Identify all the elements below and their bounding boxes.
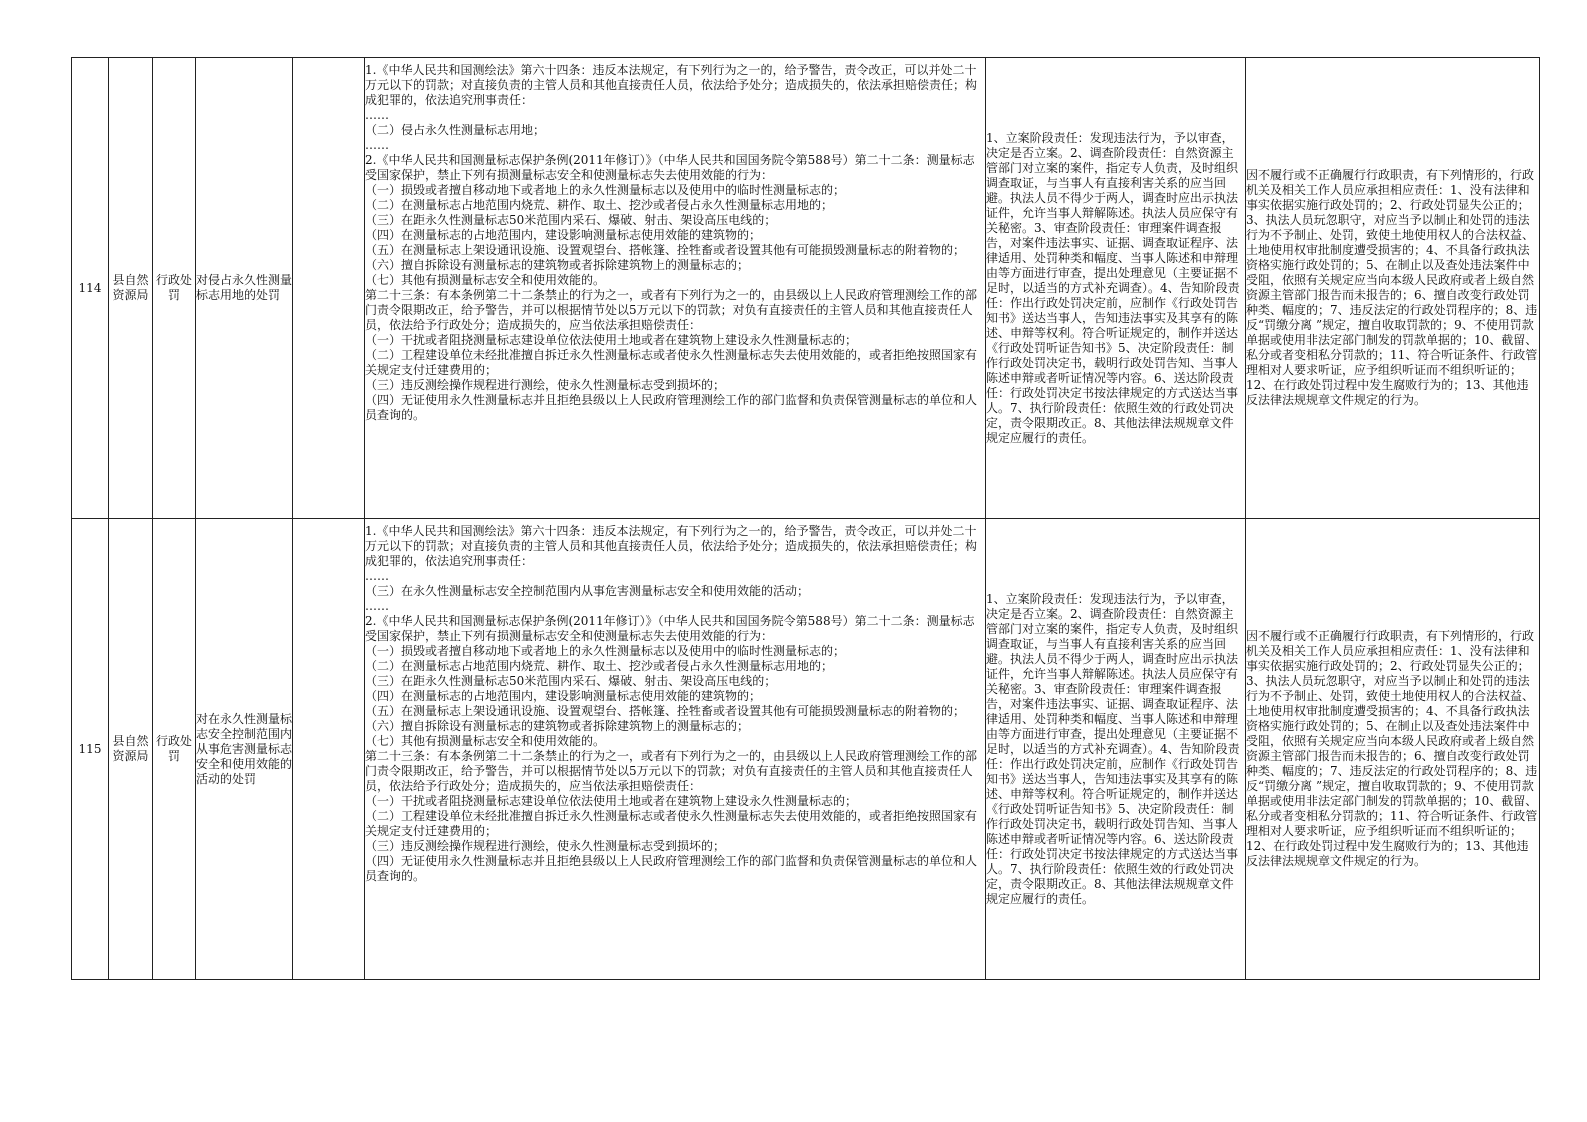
basis-line: （七）其他有损测量标志安全和使用效能的。 (365, 273, 606, 287)
basis-line: （三）违反测绘操作规程进行测绘，使永久性测量标志受到损坏的； (365, 839, 726, 853)
legal-basis-text (365, 63, 985, 513)
basis-line: 第二十三条：有本条例第二十二条禁止的行为之一，或者有下列行为之一的，由县级以上人民政府管理测绘工作的部门责令限期改正，给予警告，并可以根据情节处以5万元以下的罚款；对负有直接责任的主管人员和其他直接责任人员，依法给予行政处分；造成损失的，应当依法承担赔偿责任： (365, 288, 978, 332)
basis-line: （五）在测量标志上架设通讯设施、设置观望台、搭帐篷、拴牲畜或者设置其他有可能损毁测量标志的附着物的； (365, 243, 966, 257)
basis-line: （六）擅自拆除设有测量标志的建筑物或者拆除建筑物上的测量标志的； (365, 719, 750, 733)
basis-line: （三）违反测绘操作规程进行测绘，使永久性测量标志受到损坏的； (365, 378, 726, 392)
item-name-cell: 对侵占永久性测量标志用地的处罚 (196, 58, 293, 519)
basis-line: （一）损毁或者擅自移动地下或者地上的永久性测量标志以及使用中的临时性测量标志的； (365, 183, 846, 197)
power-type-cell: 行政处罚 (153, 58, 196, 519)
basis-line: （三）在距永久性测量标志50米范围内采石、爆破、射击、架设高压电线的； (365, 213, 777, 227)
basis-line: （三）在永久性测量标志安全控制范围内从事危害测量标志安全和使用效能的活动； (365, 584, 810, 598)
basis-line: （一）干扰或者阻挠测量标志建设单位依法使用土地或者在建筑物上建设永久性测量标志的； (365, 794, 858, 808)
basis-line: …… (365, 108, 389, 122)
table-row (72, 519, 1540, 980)
subitem-cell (293, 519, 365, 980)
legal-basis-cell (365, 519, 986, 980)
item-name-cell: 对在永久性测量标志安全控制范围内从事危害测量标志安全和使用效能的活动的处罚 (196, 519, 293, 980)
table-row (72, 58, 1540, 519)
basis-line: （六）擅自拆除设有测量标志的建筑物或者拆除建筑物上的测量标志的； (365, 258, 750, 272)
power-type-cell: 行政处罚 (153, 519, 196, 980)
basis-line: （四）在测量标志的占地范围内，建设影响测量标志使用效能的建筑物的； (365, 689, 762, 703)
basis-line: （二）工程建设单位未经批准擅自拆迁永久性测量标志或者使永久性测量标志失去使用效能的，或者拒绝按照国家有关规定支付迁建费用的； (365, 348, 978, 377)
basis-line: 第二十三条：有本条例第二十二条禁止的行为之一，或者有下列行为之一的，由县级以上人民政府管理测绘工作的部门责令限期改正，给予警告，并可以根据情节处以5万元以下的罚款；对负有直接责任的主管人员和其他直接责任人员，依法给予行政处分；造成损失的，应当依法承担赔偿责任： (365, 749, 978, 793)
basis-line: （一）损毁或者擅自移动地下或者地上的永久性测量标志以及使用中的临时性测量标志的； (365, 644, 846, 658)
basis-line: （二）在测量标志占地范围内烧荒、耕作、取土、挖沙或者侵占永久性测量标志用地的； (365, 659, 834, 673)
row-number: 115 (72, 519, 109, 980)
basis-line: …… (365, 599, 389, 613)
basis-line: （二）工程建设单位未经批准擅自拆迁永久性测量标志或者使永久性测量标志失去使用效能的，或者拒绝按照国家有关规定支付迁建费用的； (365, 809, 978, 838)
department-cell: 县自然资源局 (109, 58, 153, 519)
basis-line: （七）其他有损测量标志安全和使用效能的。 (365, 734, 606, 748)
basis-line: 2.《中华人民共和国测量标志保护条例(2011年修订）》（中华人民共和国国务院令第588号）第二十二条：测量标志受国家保护，禁止下列有损测量标志安全和使测量标志失去使用效能的行为： (365, 153, 975, 182)
basis-line: （四）无证使用永久性测量标志并且拒绝县级以上人民政府管理测绘工作的部门监督和负责保管测量标志的单位和人员查询的。 (365, 393, 978, 422)
legal-basis-cell (365, 58, 986, 519)
basis-line: （四）无证使用永久性测量标志并且拒绝县级以上人民政府管理测绘工作的部门监督和负责保管测量标志的单位和人员查询的。 (365, 854, 978, 883)
basis-line: （一）干扰或者阻挠测量标志建设单位依法使用土地或者在建筑物上建设永久性测量标志的； (365, 333, 858, 347)
accountability-cell: 因不履行或不正确履行行政职责，有下列情形的，行政机关及相关工作人员应承担相应责任：1、没有法律和事实依据实施行政处罚的；2、行政处罚显失公正的；3、执法人员玩忽职守，对应当予以制止和处罚的违法行为不予制止、处罚，致使土地使用权人的合法权益、土地使用权审批制度遭受损害的；4、不具备行政执法资格实施行政处罚的；5、在制止以及查处违法案件中受阻，依照有关规定应当向本级人民政府或者上级自然资源主管部门报告而未报告的；6、擅自改变行政处罚种类、幅度的；7、违反法定的行政处罚程序的；8、违反“罚缴分离 ”规定，擅自收取罚款的；9、不使用罚款单据或使用非法定部门制发的罚款单据的；10、截留、私分或者变相私分罚款的；11、符合听证条件、行政管理相对人要求听证，应予组织听证而不组织听证的；12、在行政处罚过程中发生腐败行为的；13、其他违反法律法规规章文件规定的行为。 (1246, 58, 1540, 519)
basis-line: …… (365, 569, 389, 583)
row-number: 114 (72, 58, 109, 519)
basis-line: （三）在距永久性测量标志50米范围内采石、爆破、射击、架设高压电线的； (365, 674, 777, 688)
subitem-cell (293, 58, 365, 519)
accountability-cell: 因不履行或不正确履行行政职责，有下列情形的，行政机关及相关工作人员应承担相应责任：1、没有法律和事实依据实施行政处罚的；2、行政处罚显失公正的；3、执法人员玩忽职守，对应当予以制止和处罚的违法行为不予制止、处罚，致使土地使用权人的合法权益、土地使用权审批制度遭受损害的；4、不具备行政执法资格实施行政处罚的；5、在制止以及查处违法案件中受阻，依照有关规定应当向本级人民政府或者上级自然资源主管部门报告而未报告的；6、擅自改变行政处罚种类、幅度的；7、违反法定的行政处罚程序的；8、违反“罚缴分离 ”规定，擅自收取罚款的；9、不使用罚款单据或使用非法定部门制发的罚款单据的；10、截留、私分或者变相私分罚款的；11、符合听证条件、行政管理相对人要求听证，应予组织听证而不组织听证的；12、在行政处罚过程中发生腐败行为的；13、其他违反法律法规规章文件规定的行为。 (1246, 519, 1540, 980)
power-list-table (71, 57, 1540, 980)
basis-line: （五）在测量标志上架设通讯设施、设置观望台、搭帐篷、拴牲畜或者设置其他有可能损毁测量标志的附着物的； (365, 704, 966, 718)
basis-line: 1.《中华人民共和国测绘法》第六十四条：违反本法规定，有下列行为之一的，给予警告，责令改正，可以并处二十万元以下的罚款；对直接负责的主管人员和其他直接责任人员，依法给予处分；造成损失的，依法承担赔偿责任；构成犯罪的，依法追究刑事责任： (365, 63, 978, 107)
basis-line: 1.《中华人民共和国测绘法》第六十四条：违反本法规定，有下列行为之一的，给予警告，责令改正，可以并处二十万元以下的罚款；对直接负责的主管人员和其他直接责任人员，依法给予处分；造成损失的，依法承担赔偿责任；构成犯罪的，依法追究刑事责任： (365, 524, 978, 568)
responsibility-cell: 1、立案阶段责任：发现违法行为，予以审查，决定是否立案。2、调查阶段责任：自然资源主管部门对立案的案件，指定专人负责，及时组织调查取证，与当事人有直接利害关系的应当回避。执法人员不得少于两人，调查时应出示执法证件，允许当事人辩解陈述。执法人员应保守有关秘密。3、审查阶段责任：审理案件调查报告，对案件违法事实、证据、调查取证程序、法律适用、处罚种类和幅度、当事人陈述和申辩理由等方面进行审查，提出处理意见（主要证据不足时，以适当的方式补充调查）。4、告知阶段责任：作出行政处罚决定前，应制作《行政处罚告知书》送达当事人，告知违法事实及其享有的陈述、申辩等权利。符合听证规定的，制作并送达《行政处罚听证告知书》5、决定阶段责任：制作行政处罚决定书，载明行政处罚告知、当事人陈述申辩或者听证情况等内容。6、送达阶段责任：行政处罚决定书按法律规定的方式送达当事人。7、执行阶段责任：依照生效的行政处罚决定，责令限期改正。8、其他法律法规规章文件规定应履行的责任。 (986, 58, 1246, 519)
basis-line: （二）在测量标志占地范围内烧荒、耕作、取土、挖沙或者侵占永久性测量标志用地的； (365, 198, 834, 212)
responsibility-cell: 1、立案阶段责任：发现违法行为，予以审查，决定是否立案。2、调查阶段责任：自然资源主管部门对立案的案件，指定专人负责，及时组织调查取证，与当事人有直接利害关系的应当回避。执法人员不得少于两人，调查时应出示执法证件，允许当事人辩解陈述。执法人员应保守有关秘密。3、审查阶段责任：审理案件调查报告，对案件违法事实、证据、调查取证程序、法律适用、处罚种类和幅度、当事人陈述和申辩理由等方面进行审查，提出处理意见（主要证据不足时，以适当的方式补充调查）。4、告知阶段责任：作出行政处罚决定前，应制作《行政处罚告知书》送达当事人，告知违法事实及其享有的陈述、申辩等权利。符合听证规定的，制作并送达《行政处罚听证告知书》5、决定阶段责任：制作行政处罚决定书，载明行政处罚告知、当事人陈述申辩或者听证情况等内容。6、送达阶段责任：行政处罚决定书按法律规定的方式送达当事人。7、执行阶段责任：依照生效的行政处罚决定，责令限期改正。8、其他法律法规规章文件规定应履行的责任。 (986, 519, 1246, 980)
basis-line: 2.《中华人民共和国测量标志保护条例(2011年修订）》（中华人民共和国国务院令第588号）第二十二条：测量标志受国家保护，禁止下列有损测量标志安全和使测量标志失去使用效能的行为： (365, 614, 975, 643)
basis-line: （二）侵占永久性测量标志用地； (365, 123, 546, 137)
basis-line: （四）在测量标志的占地范围内，建设影响测量标志使用效能的建筑物的； (365, 228, 762, 242)
basis-line: …… (365, 138, 389, 152)
legal-basis-text (365, 524, 985, 974)
department-cell: 县自然资源局 (109, 519, 153, 980)
